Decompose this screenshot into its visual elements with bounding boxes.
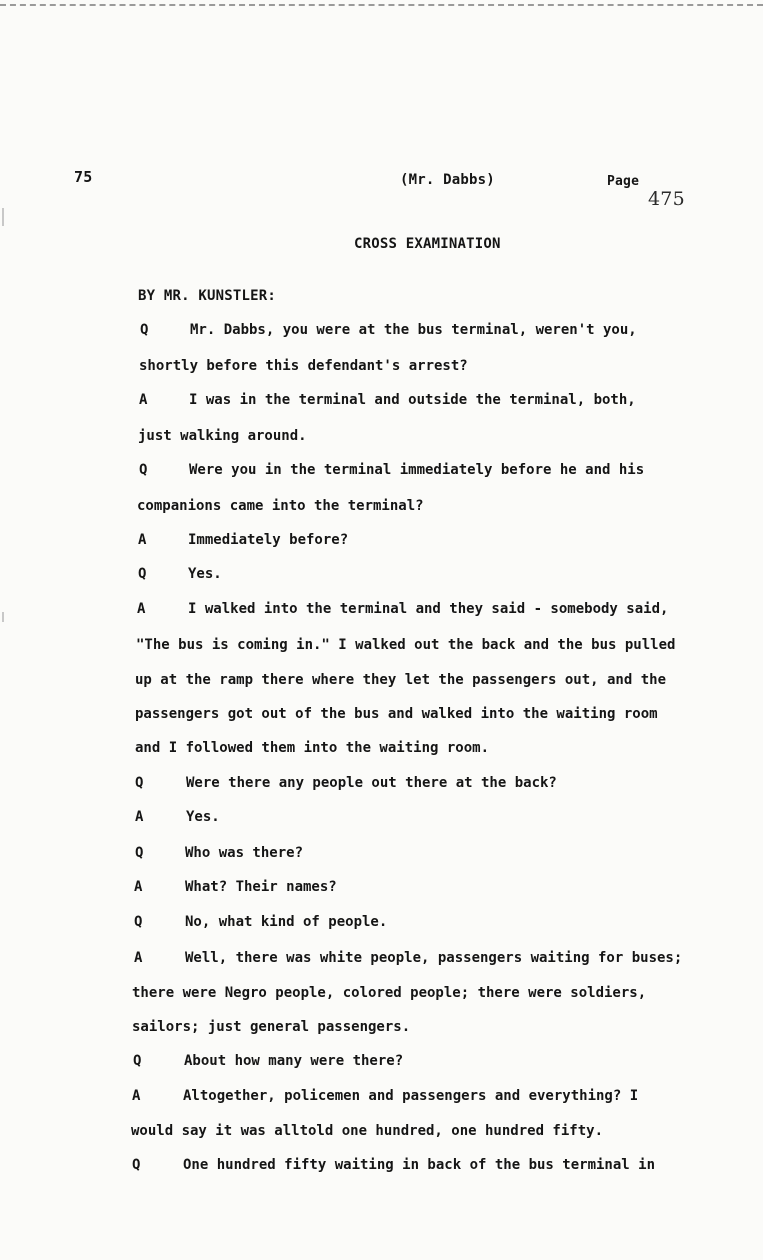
- question-marker: Q: [138, 566, 147, 582]
- answer-marker: A: [137, 601, 146, 617]
- transcript-line: sailors; just general passengers.: [132, 1019, 411, 1035]
- transcript-line: passengers got out of the bus and walked into the waiting room: [135, 706, 658, 722]
- line-number: 75: [74, 168, 93, 186]
- page-number: 475: [648, 188, 685, 210]
- transcript-line: just walking around.: [138, 428, 307, 444]
- transcript-line: Mr. Dabbs, you were at the bus terminal, weren't you,: [190, 322, 637, 338]
- answer-marker: A: [139, 392, 148, 408]
- examiner-heading: BY MR. KUNSTLER:: [138, 288, 277, 304]
- transcript-line: What? Their names?: [185, 879, 337, 895]
- question-marker: Q: [135, 775, 144, 791]
- transcript-line: and I followed them into the waiting room.: [135, 740, 490, 756]
- transcript-line: No, what kind of people.: [185, 914, 388, 930]
- answer-marker: A: [134, 879, 143, 895]
- transcript-line: I was in the terminal and outside the terminal, both,: [189, 392, 636, 408]
- question-marker: Q: [134, 914, 143, 930]
- answer-marker: A: [132, 1088, 141, 1104]
- transcript-line: companions came into the terminal?: [137, 498, 424, 514]
- transcript-line: Well, there was white people, passengers waiting for buses;: [185, 950, 683, 966]
- transcript-line: About how many were there?: [184, 1053, 404, 1069]
- page-label: Page: [607, 174, 640, 189]
- transcript-line: One hundred fifty waiting in back of the bus terminal in: [183, 1157, 656, 1173]
- answer-marker: A: [135, 809, 144, 825]
- transcript-line: I walked into the terminal and they said - somebody said,: [188, 601, 669, 617]
- question-marker: Q: [140, 322, 149, 338]
- transcript-line: Were you in the terminal immediately before he and his: [189, 462, 645, 478]
- transcript-line: Altogether, policemen and passengers and everything? I: [183, 1088, 639, 1104]
- transcript-line: Who was there?: [185, 845, 304, 861]
- witness-header: (Mr. Dabbs): [400, 172, 495, 188]
- transcript-line: there were Negro people, colored people; there were soldiers,: [132, 985, 647, 1001]
- answer-marker: A: [138, 532, 147, 548]
- question-marker: Q: [135, 845, 144, 861]
- section-title: CROSS EXAMINATION: [354, 236, 501, 252]
- transcript-line: up at the ramp there where they let the passengers out, and the: [135, 672, 667, 688]
- answer-marker: A: [134, 950, 143, 966]
- transcript-line: Yes.: [188, 566, 222, 582]
- transcript-line: would say it was alltold one hundred, one hundred fifty.: [131, 1123, 604, 1139]
- transcript-line: Yes.: [186, 809, 220, 825]
- question-marker: Q: [133, 1053, 142, 1069]
- transcript-line: Were there any people out there at the back?: [186, 775, 557, 791]
- question-marker: Q: [132, 1157, 141, 1173]
- transcript-line: "The bus is coming in." I walked out the back and the bus pulled: [136, 637, 676, 653]
- top-edge-rule: [0, 4, 763, 6]
- margin-mark: [2, 612, 4, 622]
- question-marker: Q: [139, 462, 148, 478]
- transcript-line: Immediately before?: [188, 532, 349, 548]
- transcript-line: shortly before this defendant's arrest?: [139, 358, 468, 374]
- margin-mark: [2, 208, 4, 226]
